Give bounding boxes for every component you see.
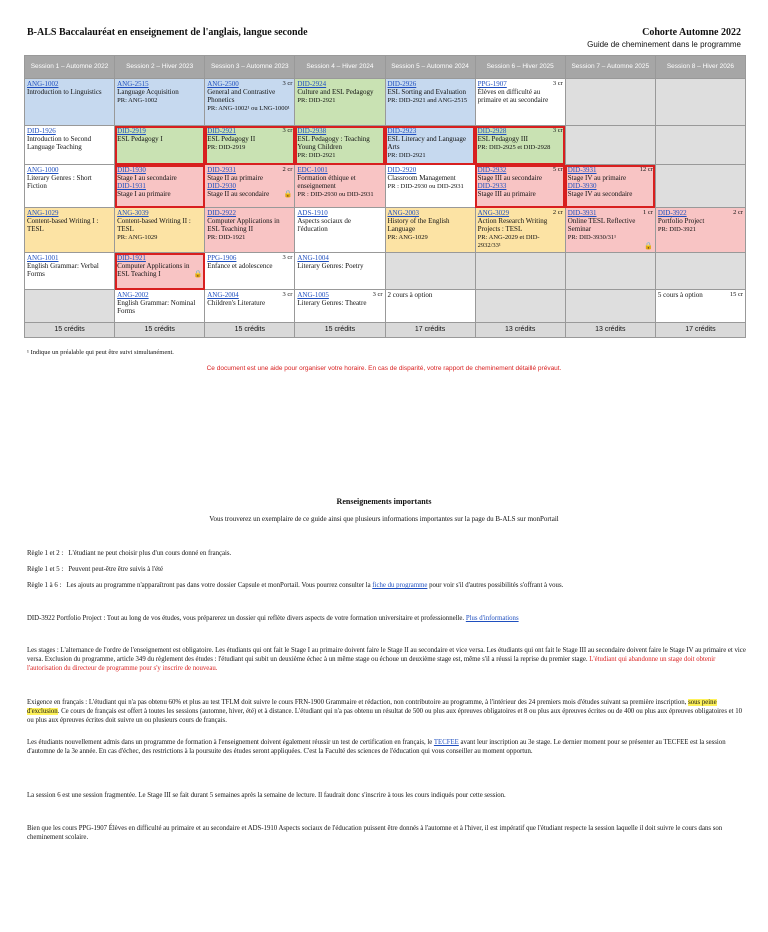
course-code-link[interactable]: ANG-2002 xyxy=(117,291,149,299)
course-title: Content-based Writing II : TESL xyxy=(117,217,191,234)
course-title: Stage III au primaire xyxy=(477,190,536,199)
program-sheet-link[interactable]: fiche du programme xyxy=(372,582,428,589)
course-title: Stage I au primaire xyxy=(117,190,171,199)
course-title: Stage IV au primaire xyxy=(567,174,627,183)
course-code-link[interactable]: DID-1926 xyxy=(27,127,56,135)
course-prerequisite: PR: DID-2921 xyxy=(297,97,336,105)
credit-total: 15 crédits xyxy=(115,323,205,338)
course-code-link[interactable]: DID-2938 xyxy=(297,127,327,135)
course-title: English Grammar: Verbal Forms xyxy=(27,262,99,279)
course-title: Enfance et adolescence xyxy=(207,262,273,271)
course-title: ESL Pedagogy II xyxy=(207,135,256,144)
course-prerequisite: PR: DID-2921 and ANG-2515 xyxy=(387,97,468,105)
course-code-link[interactable]: EDC-1001 xyxy=(297,166,328,174)
session-header: Session 1 – Automne 2022 xyxy=(25,56,115,79)
session-header: Session 6 – Hiver 2025 xyxy=(475,56,565,79)
course-credits: 3 cr xyxy=(282,80,293,87)
course-cell xyxy=(205,253,295,290)
session-header: Session 2 – Hiver 2023 xyxy=(115,56,205,79)
course-code-link[interactable]: ANG-3039 xyxy=(117,209,149,217)
portfolio-paragraph: DID-3922 Portfolio Project : Tout au long de vos études, vous préparerez un dossier qui reflète divers aspects de votre formation universitaire et professionnelle. Plus d'informations xyxy=(27,615,519,622)
course-code-link[interactable]: ANG-3029 xyxy=(477,209,510,217)
course-code-link[interactable]: ANG-1004 xyxy=(297,254,329,262)
course-code-link[interactable]: DID-1930 xyxy=(117,166,146,174)
course-code-link[interactable]: DID-3922 xyxy=(657,209,687,217)
course-code-link[interactable]: ANG-1002 xyxy=(27,80,59,88)
course-title: Language Acquisition xyxy=(117,88,179,97)
course-code-link[interactable]: DID-1921 xyxy=(117,254,146,262)
credit-total: 15 crédits xyxy=(25,323,115,338)
session6-paragraph: La session 6 est une session fragmentée. Le Stage III se fait durant 5 semaines après la semaine de lecture. Il faudrait donc s'inscrire à tous les cours indiqués pour cette session. xyxy=(27,792,506,799)
course-cell xyxy=(385,290,475,323)
course-code-link[interactable]: ANG-2004 xyxy=(207,291,239,299)
course-cell xyxy=(565,253,655,290)
course-title: Children's Literature xyxy=(207,299,266,308)
course-title: Stage II au primaire xyxy=(207,174,264,183)
course-prerequisite: PR: DID-3921 xyxy=(657,226,696,234)
more-info-link[interactable]: Plus d'informations xyxy=(465,615,519,622)
course-cell xyxy=(385,165,475,208)
course-code-link[interactable]: DID-2919 xyxy=(117,127,146,135)
course-cell xyxy=(295,253,385,290)
course-credits: 1 cr xyxy=(642,209,653,216)
course-grid xyxy=(24,55,746,338)
course-title: Online TESL Reflective Seminar xyxy=(567,217,636,234)
guide-subtitle: Guide de cheminement dans le programme xyxy=(587,40,741,49)
lock-icon: 🔒 xyxy=(644,241,653,250)
course-credits: 2 cr xyxy=(552,209,563,216)
credit-total: 17 crédits xyxy=(385,323,475,338)
course-title: 2 cours à option xyxy=(387,291,433,299)
credit-total: 15 crédits xyxy=(295,323,385,338)
course-title: Computer Applications in ESL Teaching I xyxy=(117,262,190,279)
course-cell xyxy=(205,126,295,165)
course-cell xyxy=(565,208,655,253)
course-code-link[interactable]: DID-2932 xyxy=(477,166,507,174)
course-cell xyxy=(25,126,115,165)
course-prerequisite: PR : DID-2930 ou DID-2931 xyxy=(387,183,464,191)
course-code-link[interactable]: ANG-1000 xyxy=(27,166,59,174)
course-title: History of the English Language xyxy=(387,217,450,234)
course-title: Introduction to Linguistics xyxy=(27,88,102,97)
course-credits: 3 cr xyxy=(282,127,293,134)
course-cell xyxy=(205,208,295,253)
course-cell xyxy=(115,79,205,126)
course-title: ESL Pedagogy I xyxy=(117,135,163,144)
warning-text: Ce document est une aide pour organiser votre horaire. En cas de disparité, votre rapport de cheminement détaillé prévaut. xyxy=(206,365,562,372)
course-title: Élèves en difficulté au primaire et au secondaire xyxy=(477,88,549,105)
cohort-label: Cohorte Automne 2022 xyxy=(642,27,741,38)
info-subtitle: Vous trouverez un exemplaire de ce guide ainsi que plusieurs informations importantes sur la page du B-ALS sur monPortail xyxy=(209,515,559,523)
course-code-link[interactable]: DID-2928 xyxy=(477,127,507,135)
course-prerequisite: PR: ANG-1029 xyxy=(117,234,158,242)
footnote: ¹ Indique un préalable qui peut être suivi simultanément. xyxy=(27,349,174,356)
course-prerequisite: PR: DID-2925 et DID-2928 xyxy=(477,144,551,152)
course-credits: 3 cr xyxy=(282,254,293,261)
course-code-link[interactable]: DID-2924 xyxy=(297,80,327,88)
course-cell xyxy=(565,165,655,208)
course-code-link[interactable]: DID-2933 xyxy=(477,182,507,191)
course-title: Computer Applications in ESL Teaching II xyxy=(207,217,280,234)
course-code-link[interactable]: DID-1931 xyxy=(117,182,146,191)
session-header: Session 7 – Automne 2025 xyxy=(565,56,655,79)
course-cell xyxy=(655,79,745,126)
course-title: Aspects sociaux de l'éducation xyxy=(297,217,352,234)
course-cell xyxy=(655,165,745,208)
lock-icon: 🔒 xyxy=(193,270,203,279)
course-cell xyxy=(475,165,565,208)
course-title: Action Research Writing Projects : TESL xyxy=(477,217,548,234)
course-cell xyxy=(115,290,205,323)
course-credits: 12 cr xyxy=(639,166,653,173)
course-code-link[interactable]: ANG-2003 xyxy=(387,209,419,217)
course-prerequisite: PR: DID-2919 xyxy=(207,144,246,152)
course-credits: 15 cr xyxy=(729,291,743,298)
course-title: Introduction to Second Language Teaching xyxy=(27,135,92,152)
tecfee-link[interactable]: TECFEE xyxy=(433,739,459,746)
course-code-link[interactable]: ANG-1029 xyxy=(27,209,59,217)
credit-total: 13 crédits xyxy=(475,323,565,338)
course-prerequisite: PR: ANG-2029 et DID-2932/33¹ xyxy=(477,234,540,249)
info-title: Renseignements importants xyxy=(336,497,432,506)
course-cell xyxy=(115,165,205,208)
course-prerequisite: PR: DID-2921 xyxy=(387,152,426,160)
course-cell xyxy=(295,208,385,253)
course-title: ESL Sorting and Evaluation xyxy=(387,88,466,97)
course-cell xyxy=(205,79,295,126)
course-code-link[interactable]: DID-3930 xyxy=(567,182,597,191)
course-cell xyxy=(385,126,475,165)
course-cell xyxy=(25,208,115,253)
session-header: Session 8 – Hiver 2026 xyxy=(655,56,745,79)
course-cell xyxy=(25,79,115,126)
course-title: Stage IV au secondaire xyxy=(567,190,633,199)
course-credits: 3 cr xyxy=(552,80,563,87)
session-header: Session 5 – Automne 2024 xyxy=(385,56,475,79)
course-title: English Grammar: Nominal Forms xyxy=(117,299,196,316)
course-title: Stage II au secondaire xyxy=(207,190,270,199)
course-cell xyxy=(295,126,385,165)
course-title: ESL Pedagogy III xyxy=(477,135,528,144)
course-cell xyxy=(25,253,115,290)
course-code-link[interactable]: DID-3931 xyxy=(567,166,597,174)
course-prerequisite: PR: ANG-1002 xyxy=(117,97,158,105)
rule-1-2: Règle 1 et 2 : L'étudiant ne peut choisir plus d'un cours donné en français. xyxy=(27,550,232,557)
course-code-link[interactable]: DID-2930 xyxy=(207,182,237,191)
course-code-link[interactable]: ANG-2515 xyxy=(117,80,149,88)
credit-total: 13 crédits xyxy=(565,323,655,338)
course-cell xyxy=(655,290,745,323)
course-code-link[interactable]: PPG-1906 xyxy=(207,254,237,262)
course-code-link[interactable]: DID-2926 xyxy=(387,80,417,88)
course-title: Formation éthique et enseignement xyxy=(297,174,356,191)
session-header: Session 4 – Hiver 2024 xyxy=(295,56,385,79)
course-prerequisite: PR: DID-1921 xyxy=(207,234,246,242)
course-code-link[interactable]: ANG-1001 xyxy=(27,254,59,262)
course-cell xyxy=(115,208,205,253)
course-title: ESL Literacy and Language Arts xyxy=(387,135,466,152)
course-credits: 3 cr xyxy=(282,291,293,298)
course-code-link[interactable]: DID-2920 xyxy=(387,166,417,174)
course-cell xyxy=(655,253,745,290)
course-cell xyxy=(385,79,475,126)
course-title: Content-based Writing I : TESL xyxy=(27,217,99,234)
course-code-link[interactable]: DID-3931 xyxy=(567,209,597,217)
course-cell xyxy=(565,290,655,323)
course-prerequisite: PR: DID-3930/31¹ xyxy=(567,234,617,242)
course-cell xyxy=(25,290,115,323)
course-title: Literary Genres: Poetry xyxy=(297,262,364,271)
course-cell xyxy=(475,126,565,165)
course-cell xyxy=(655,208,745,253)
course-cell xyxy=(205,290,295,323)
course-code-link[interactable]: DID-2922 xyxy=(207,209,237,217)
course-title: 5 cours à option xyxy=(657,291,703,299)
course-prerequisite: PR: ANG-1029 xyxy=(387,234,428,242)
course-cell xyxy=(115,253,205,290)
course-cell xyxy=(385,208,475,253)
course-cell xyxy=(295,165,385,208)
course-code-link[interactable]: ANG-2500 xyxy=(207,80,239,88)
course-code-link[interactable]: ANG-1005 xyxy=(297,291,329,299)
course-code-link[interactable]: ADS-1910 xyxy=(297,209,328,217)
course-prerequisite: PR: DID-2921 xyxy=(297,152,336,160)
ppg-paragraph: Bien que les cours PPG-1907 Élèves en difficulté au primaire et au secondaire et ADS-1910 Aspects sociaux de l'éducation puissent être donnés à l'automne et à l'hiver, il est impératif que l'étudiant respecte la session laquelle il doit suivre le cours dans son cheminement scolaire. xyxy=(27,825,723,842)
course-prerequisite: PR: ANG-1002¹ ou LNG-1000¹ xyxy=(207,105,290,113)
course-credits: 5 cr xyxy=(552,166,563,173)
french-paragraph: Exigence en français : L'étudiant qui n'a pas obtenu 60% et plus au test TFLM doit suivre le cours FRN-1900 Grammaire et rédaction, non contributoire au programme, à l'intérieur des 24 premiers mois d'études suivant sa première inscription, sous peine d'exclusion. Ce cours de français est offert à toutes les sessions (automne, hiver, été) et à distance. L'étudiant qui n'a pas obtenu un résultat de 500 ou plus aux épreuves obligatoires et 8 ou plus aux épreuves écrites ou de 400 ou plus aux épreuves obligatoires et 10 ou plus aux épreuves écrites doit suivre un ou plusieurs cours de français. xyxy=(27,699,743,725)
course-credits: 2 cr xyxy=(733,209,743,216)
course-cell xyxy=(295,290,385,323)
course-cell xyxy=(205,165,295,208)
course-cell xyxy=(565,126,655,165)
course-cell xyxy=(565,79,655,126)
course-cell xyxy=(475,208,565,253)
course-credits: 3 cr xyxy=(372,291,383,298)
course-cell xyxy=(475,253,565,290)
course-code-link[interactable]: DID-2921 xyxy=(207,127,237,135)
tecfee-paragraph: Les étudiants nouvellement admis dans un programme de formation à l'enseignement doivent également réussir un test de certification en français, le TECFEE avant leur inscription au 3e stage. Le dernier moment pour se présenter au TECFEE est la session d'automne de la 3e année. En cas d'échec, des restrictions à la poursuite des études seront appliquées. C'est la Faculté des sciences de l'éducation qui vous conseiller au moment opportun. xyxy=(27,739,726,756)
document-title: B-ALS Baccalauréat en enseignement de l'anglais, langue seconde xyxy=(27,27,308,38)
course-title: Literary Genres: Theatre xyxy=(297,299,367,308)
course-title: Stage III au secondaire xyxy=(477,174,542,183)
course-prerequisite: PR : DID-2930 ou DID-2931 xyxy=(297,191,374,199)
course-title: Stage I au secondaire xyxy=(117,174,177,183)
course-cell xyxy=(475,79,565,126)
rule-1-6: Règle 1 à 6 : Les ajouts au programme n'apparaîtront pas dans votre dossier Capsule et monPortail. Vous pourrez consulter la fiche du programme pour voir s'il d'autres possibilités s'offrant à vous. xyxy=(27,582,564,589)
course-title: Classroom Management xyxy=(387,174,456,183)
course-cell xyxy=(475,290,565,323)
course-title: Literary Genres : Short Fiction xyxy=(27,174,92,191)
credit-total: 15 crédits xyxy=(205,323,295,338)
course-code-link[interactable]: PPG-1907 xyxy=(477,80,507,88)
course-cell xyxy=(385,253,475,290)
course-code-link[interactable]: DID-2931 xyxy=(207,166,237,174)
course-code-link[interactable]: DID-2923 xyxy=(387,127,417,135)
course-cell xyxy=(25,165,115,208)
lock-icon: 🔒 xyxy=(283,190,293,199)
course-title: Portfolio Project xyxy=(657,217,705,226)
course-title: Culture and ESL Pedagogy xyxy=(297,88,374,97)
course-title: ESL Pedagogy : Teaching Young Children xyxy=(297,135,370,152)
course-cell xyxy=(655,126,745,165)
course-cell xyxy=(295,79,385,126)
course-credits: 3 cr xyxy=(552,127,563,134)
course-cell xyxy=(115,126,205,165)
credit-total: 17 crédits xyxy=(655,323,745,338)
course-credits: 2 cr xyxy=(282,166,293,173)
course-title: General and Contrastive Phonetics xyxy=(207,88,276,105)
session-header: Session 3 – Automne 2023 xyxy=(205,56,295,79)
rule-1-5: Règle 1 et 5 : Peuvent peut-être être suivis à l'été xyxy=(27,566,164,573)
stages-paragraph: Les stages : L'alternance de l'ordre de l'enseignement est obligatoire. Les étudiants qui ont fait le Stage I au primaire doivent faire le Stage II au secondaire et vice versa. Les étudiants qui ont fait le Stage III au secondaire doivent faire le Stage IV au primaire et vice versa. Exclusion du programme, article 349 du règlement des études : l'étudiant qui subit un deuxième échec à un même stage ou échoue un deuxième stage est, même s'il a réussi la reprise du premier stage. L'étudiant qui abandonne un stage doit obtenir l'autorisation du directeur de programme pour s'y inscrire de nouveau. xyxy=(27,647,746,673)
